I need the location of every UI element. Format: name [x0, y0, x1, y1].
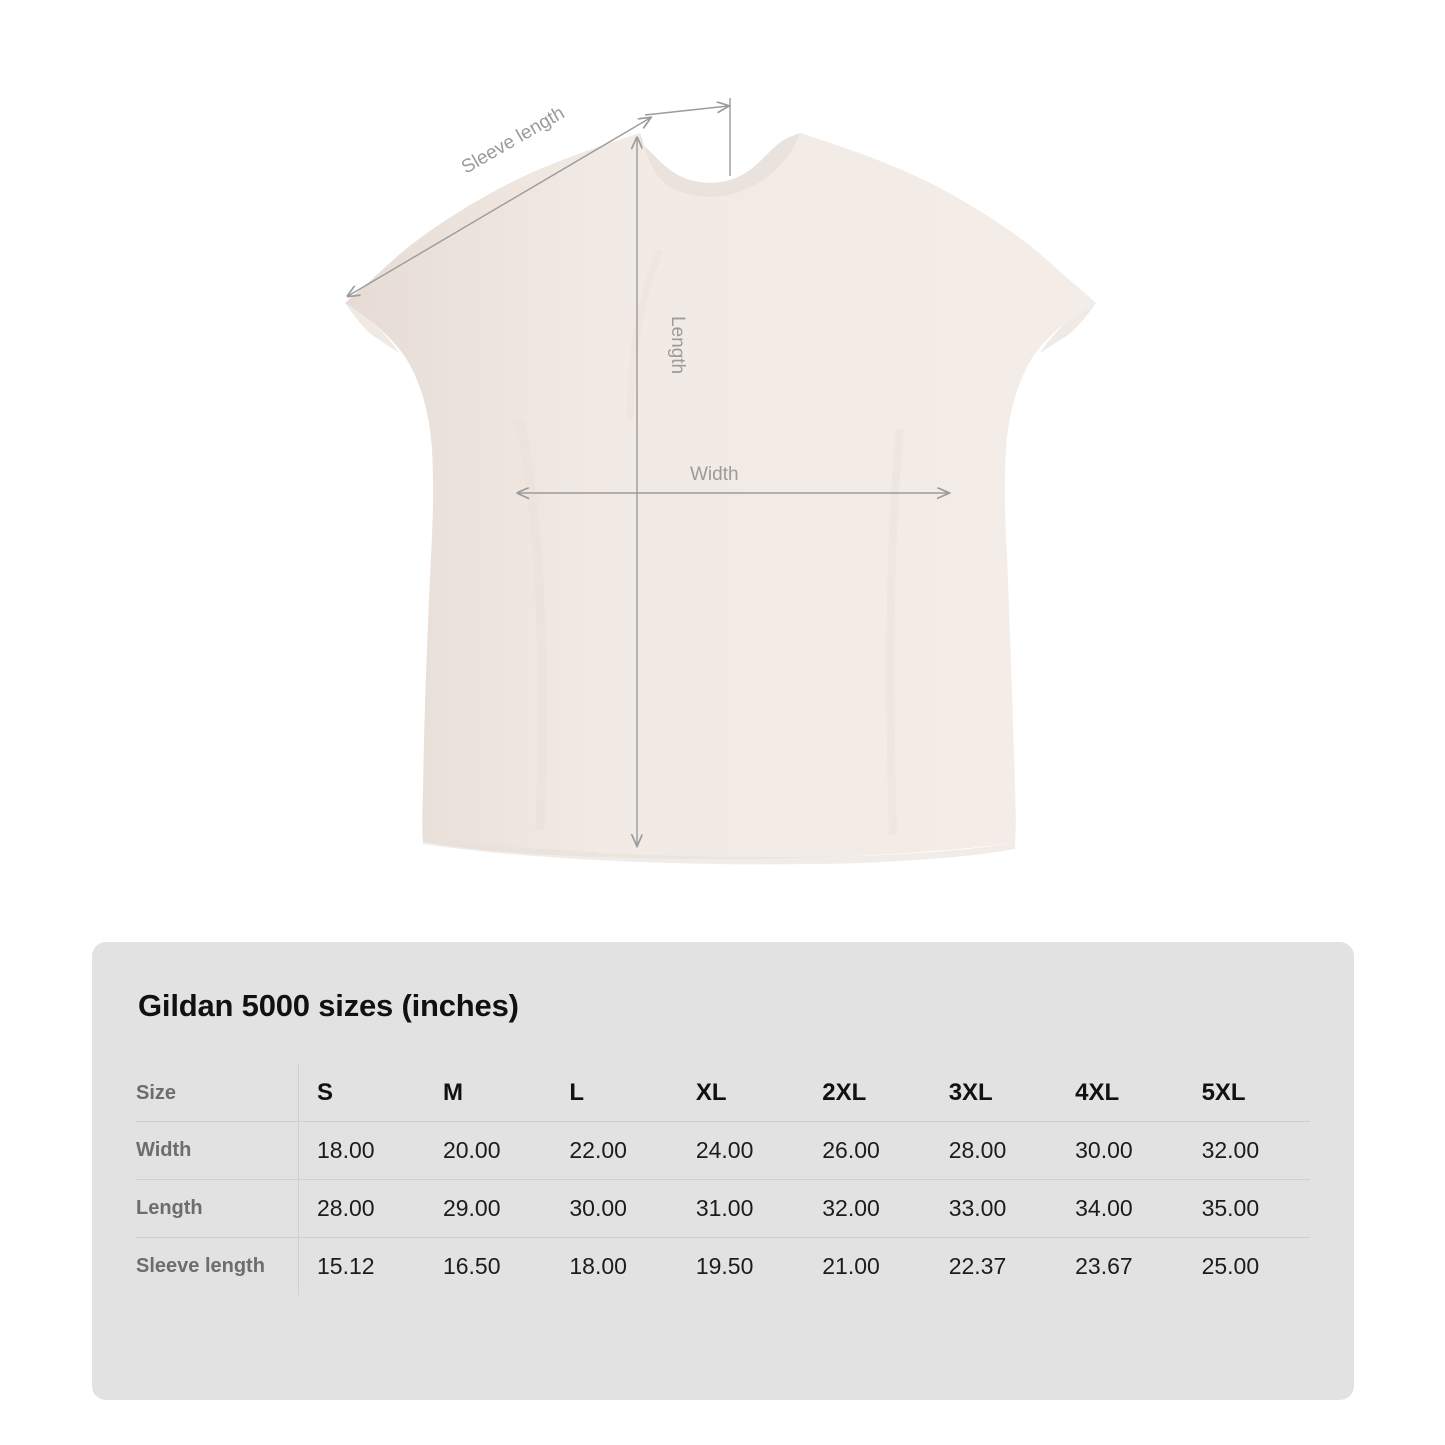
sleeve-s: 15.12	[317, 1253, 375, 1279]
sleeve-length-label: Sleeve length	[458, 102, 569, 179]
length-5xl: 35.00	[1184, 1180, 1310, 1238]
length-l: 30.00	[551, 1180, 677, 1238]
sleeve-4xl: 23.67	[1075, 1253, 1133, 1279]
size-header-s: S	[299, 1064, 425, 1122]
size-header-3xl: 3XL	[931, 1064, 1057, 1122]
length-m: 29.00	[425, 1180, 551, 1238]
size-header-2xl: 2XL	[804, 1064, 930, 1122]
size-header-m: M	[425, 1064, 551, 1122]
column-header-size: Size	[136, 1064, 299, 1122]
sleeve-5xl: 25.00	[1201, 1253, 1260, 1279]
size-chart-table	[136, 1064, 1310, 1295]
table-row-width	[136, 1122, 1310, 1180]
sleeve-m: 16.50	[442, 1253, 501, 1279]
width-l: 22.00	[551, 1122, 677, 1180]
width-3xl: 28.00	[931, 1122, 1057, 1180]
width-xl: 24.00	[678, 1122, 804, 1180]
table-row-length	[136, 1180, 1310, 1238]
row-header-width: Width	[136, 1122, 299, 1180]
sleeve-2xl: 21.00	[822, 1253, 880, 1279]
sleeve-xl: 19.50	[695, 1253, 754, 1279]
size-header-l: L	[551, 1064, 677, 1122]
width-5xl: 32.00	[1184, 1122, 1310, 1180]
width-label: Width	[690, 464, 739, 485]
size-header-xl: XL	[678, 1064, 804, 1122]
size-header-5xl: 5XL	[1184, 1064, 1310, 1122]
table-header-row	[136, 1064, 1310, 1122]
length-s: 28.00	[299, 1180, 425, 1238]
width-s: 18.00	[299, 1122, 425, 1180]
sleeve-top-arrow	[645, 106, 728, 115]
length-3xl: 33.00	[931, 1180, 1057, 1238]
size-chart-title: Gildan 5000 sizes (inches)	[138, 988, 519, 1023]
tshirt-illustration	[345, 133, 1096, 864]
table-row-sleeve-length	[136, 1238, 1310, 1296]
length-xl: 31.00	[678, 1180, 804, 1238]
sleeve-l: 18.00	[569, 1253, 627, 1279]
sleeve-3xl: 22.37	[948, 1253, 1007, 1279]
length-2xl: 32.00	[804, 1180, 930, 1238]
length-label: Length	[667, 316, 688, 375]
row-header-length: Length	[136, 1180, 299, 1238]
length-4xl: 34.00	[1057, 1180, 1183, 1238]
width-4xl: 30.00	[1057, 1122, 1183, 1180]
width-2xl: 26.00	[804, 1122, 930, 1180]
width-m: 20.00	[425, 1122, 551, 1180]
size-chart-card	[92, 942, 1354, 1400]
row-header-sleeve-length: Sleeve length	[136, 1238, 299, 1296]
size-header-4xl: 4XL	[1057, 1064, 1183, 1122]
